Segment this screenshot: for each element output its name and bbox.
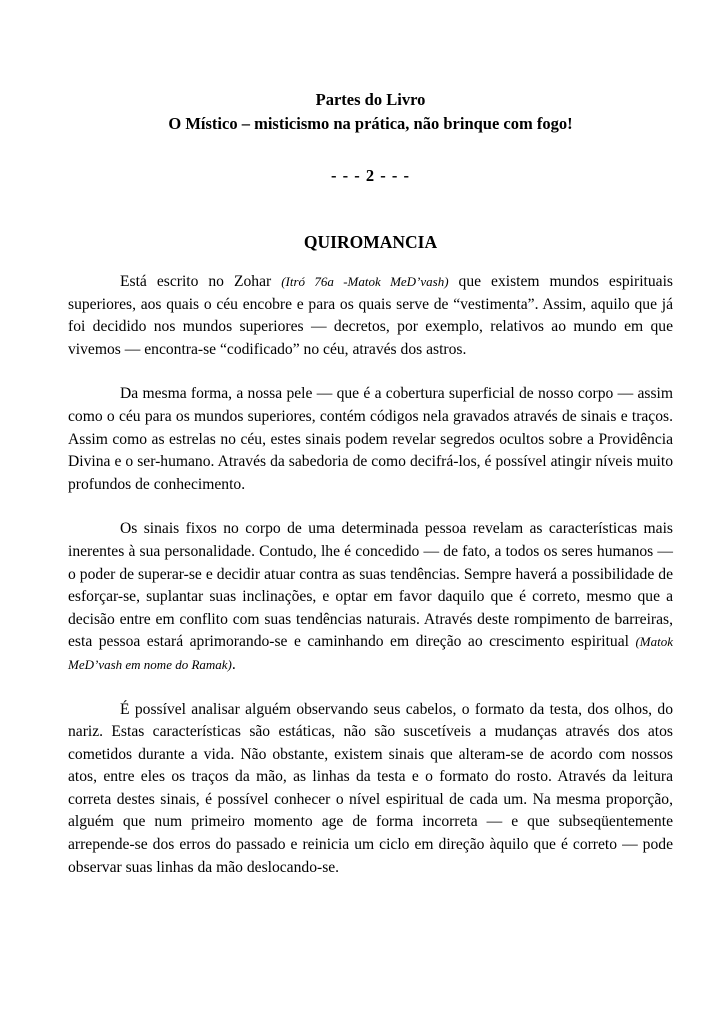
citation: (Itró 76a -Matok MeD’vash) <box>281 274 449 289</box>
part-number: - - - 2 - - - <box>331 166 410 185</box>
paragraph-text: Os sinais fixos no corpo de uma determinada pessoa revelam as características mais inerentes à sua personalidade. Contudo, lhe é concedido — de fato, a todos os seres humanos — o poder de superar-se e decidir atuar contra as suas tendências. Sempre haverá a possibilidade de esforçar-se, suplantar suas inclinações, e optar em favor daquilo que é correto, mesmo que a decisão entre em conflito com suas tendências naturais. Através deste rompimento de barreiras, esta pessoa estará aprimorando-se e caminhando em direção ao crescimento espiritual <box>68 520 673 651</box>
paragraph-text: É possível analisar alguém observando seus cabelos, o formato da testa, dos olhos, do nariz. Estas características são estáticas, não são suscetíveis a mudanças através dos atos cometidos durante a vida. Não obstante, existem sinais que alteram-se de acordo com nossos atos, entre eles os traços da mão, as linhas da testa e o formato do rosto. Através da leitura correta destes sinais, é possível conhecer o nível espiritual de cada um. Na mesma proporção, alguém que num primeiro momento age de forma incorreta — e que subseqüentemente arrepende-se dos erros do passado e reinicia um ciclo em direção àquilo que é correto — pode observar suas linhas da mão deslocando-se. <box>68 700 673 876</box>
paragraph-text: Está escrito no Zohar <box>120 273 282 290</box>
book-title: O Místico – misticismo na prática, não brinque com fogo! <box>168 114 573 133</box>
document-page <box>68 88 673 879</box>
paragraph-text: . <box>231 655 236 673</box>
book-parts-heading: Partes do Livro <box>315 90 426 109</box>
paragraph-2 <box>68 383 673 496</box>
paragraph-text: que existem mundos espirituais superiores, aos quais o céu encobre e para os quais serve de “vestimenta”. Assim, aquilo que já foi decidido nos mundos superiores — decretos, por exemplo, relativos ao mundo em que vivemos — encontra-se “codificado” no céu, através dos astros. <box>68 273 673 358</box>
section-title: QUIROMANCIA <box>303 232 438 252</box>
paragraph-3 <box>68 518 673 676</box>
paragraph-text: Da mesma forma, a nossa pele — que é a cobertura superficial de nosso corpo — assim como o céu para os mundos superiores, contém códigos nela gravados através de sinais e traços. Assim como as estrelas no céu, estes sinais podem revelar segredos ocultos sobre a Providência Divina e o ser-humano. Através da sabedoria de como decifrá-los, é possível atingir níveis muito profundos de conhecimento. <box>68 385 673 493</box>
citation: (Matok MeD’vash em nome do Ramak) <box>68 634 673 672</box>
paragraph-1 <box>68 271 673 361</box>
paragraph-4 <box>68 699 673 880</box>
